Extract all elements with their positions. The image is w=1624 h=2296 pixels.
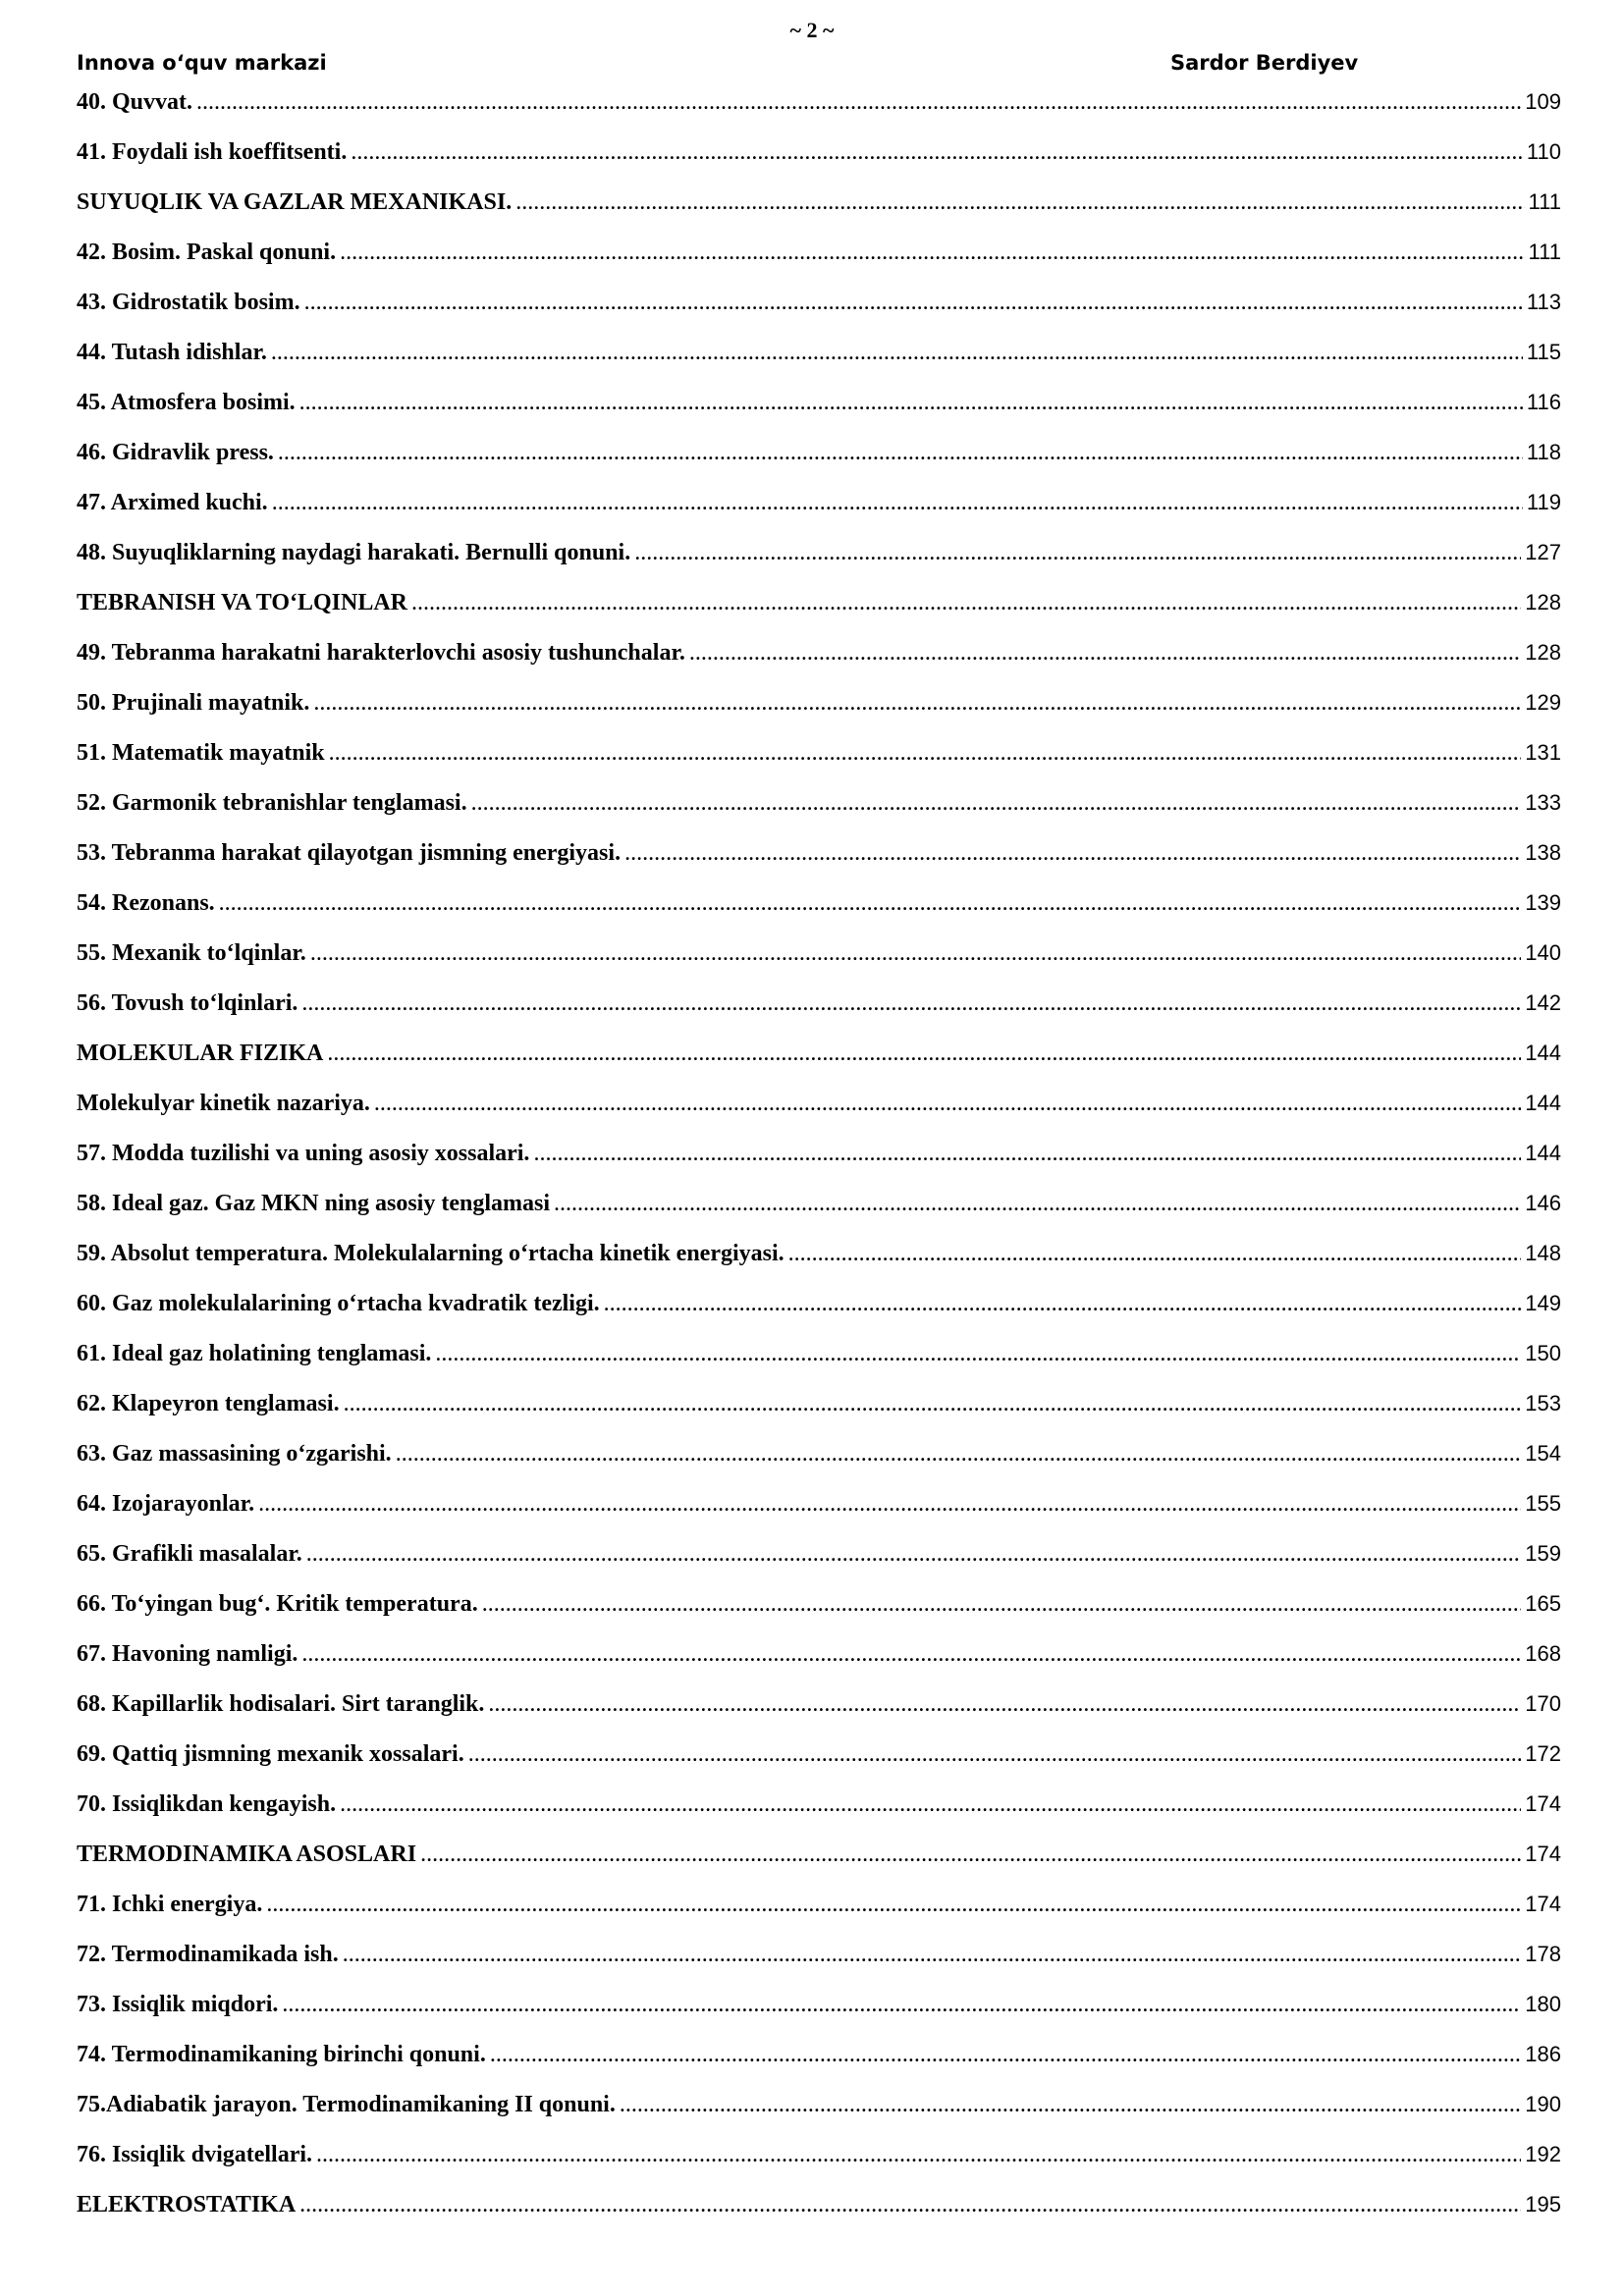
toc-dot-leader bbox=[313, 683, 1521, 722]
toc-entry-title: 62. Klapeyron tenglamasi. bbox=[77, 1391, 340, 1416]
toc-dot-leader bbox=[301, 984, 1521, 1023]
toc-entry-page: 146 bbox=[1525, 1191, 1561, 1215]
toc-entry[interactable] bbox=[77, 1134, 1561, 1184]
toc-entry[interactable] bbox=[77, 1184, 1561, 1234]
toc-entry-page: 168 bbox=[1525, 1641, 1561, 1666]
toc-entry[interactable] bbox=[77, 833, 1561, 883]
toc-dot-leader bbox=[299, 2185, 1521, 2224]
toc-entry-page: 113 bbox=[1526, 290, 1561, 314]
toc-entry-title: 47. Arximed kuchi. bbox=[77, 490, 268, 515]
toc-entry-title: 64. Izojarayonlar. bbox=[77, 1491, 255, 1517]
toc-entry[interactable] bbox=[77, 82, 1561, 133]
toc-entry[interactable] bbox=[77, 2035, 1561, 2085]
toc-entry-title: 61. Ideal gaz holatining tenglamasi. bbox=[77, 1341, 432, 1366]
toc-dot-leader bbox=[266, 1885, 1521, 1924]
toc-entry[interactable] bbox=[77, 934, 1561, 984]
toc-entry-page: 144 bbox=[1525, 1041, 1561, 1065]
toc-entry[interactable] bbox=[77, 2185, 1561, 2235]
toc-dot-leader bbox=[554, 1184, 1521, 1223]
toc-dot-leader bbox=[396, 1434, 1522, 1473]
toc-dot-leader bbox=[689, 633, 1521, 672]
toc-entry[interactable] bbox=[77, 1835, 1561, 1885]
toc-entry[interactable] bbox=[77, 733, 1561, 783]
toc-entry[interactable] bbox=[77, 383, 1561, 433]
toc-entry-title: 76. Issiqlik dvigatellari. bbox=[77, 2142, 313, 2167]
toc-entry[interactable] bbox=[77, 483, 1561, 533]
toc-dot-leader bbox=[258, 1484, 1521, 1523]
toc-entry-page: 142 bbox=[1525, 990, 1561, 1015]
toc-entry-page: 139 bbox=[1525, 890, 1561, 915]
toc-entry-title: 48. Suyuqliklarning naydagi harakati. Bernulli qonuni. bbox=[77, 540, 631, 565]
page-number: ~ 2 ~ bbox=[789, 18, 835, 42]
toc-entry-title: 63. Gaz massasining o‘zgarishi. bbox=[77, 1441, 392, 1467]
table-of-contents bbox=[77, 82, 1561, 2235]
toc-dot-leader bbox=[278, 433, 1523, 472]
toc-entry-title: 51. Matematik mayatnik bbox=[77, 740, 325, 766]
toc-dot-leader bbox=[271, 333, 1523, 372]
toc-dot-leader bbox=[490, 2035, 1521, 2074]
toc-dot-leader bbox=[351, 133, 1523, 172]
toc-entry[interactable] bbox=[77, 133, 1561, 183]
toc-entry[interactable] bbox=[77, 1785, 1561, 1835]
toc-entry-page: 111 bbox=[1528, 189, 1561, 214]
toc-dot-leader bbox=[327, 1034, 1521, 1073]
toc-entry[interactable] bbox=[77, 783, 1561, 833]
toc-dot-leader bbox=[343, 1935, 1522, 1974]
toc-entry-title: 41. Foydali ish koeffitsenti. bbox=[77, 139, 348, 165]
toc-entry[interactable] bbox=[77, 1334, 1561, 1384]
toc-dot-leader bbox=[488, 1684, 1521, 1724]
toc-entry[interactable] bbox=[77, 1084, 1561, 1134]
toc-dot-leader bbox=[420, 1835, 1521, 1874]
toc-entry-title: 66. To‘yingan bug‘. Kritik temperatura. bbox=[77, 1591, 478, 1617]
toc-entry-title: 59. Absolut temperatura. Molekulalarning o‘rtacha kinetik energiyasi. bbox=[77, 1241, 785, 1266]
toc-entry[interactable] bbox=[77, 883, 1561, 934]
toc-entry-title: 70. Issiqlikdan kengayish. bbox=[77, 1791, 337, 1817]
toc-entry-page: 144 bbox=[1525, 1141, 1561, 1165]
toc-entry[interactable] bbox=[77, 683, 1561, 733]
toc-dot-leader bbox=[624, 833, 1521, 873]
toc-dot-leader bbox=[620, 2085, 1521, 2124]
toc-dot-leader bbox=[329, 733, 1522, 773]
toc-entry[interactable] bbox=[77, 1484, 1561, 1534]
toc-dot-leader bbox=[374, 1084, 1521, 1123]
toc-entry-page: 149 bbox=[1525, 1291, 1561, 1315]
toc-dot-leader bbox=[515, 183, 1524, 222]
toc-entry-page: 180 bbox=[1525, 1992, 1561, 2016]
toc-entry-page: 159 bbox=[1525, 1541, 1561, 1566]
toc-entry-title: 57. Modda tuzilishi va uning asosiy xossalari. bbox=[77, 1141, 530, 1166]
toc-entry-page: 127 bbox=[1525, 540, 1561, 564]
toc-entry-title: 44. Tutash idishlar. bbox=[77, 340, 267, 365]
toc-entry-title: MOLEKULAR FIZIKA bbox=[77, 1041, 324, 1066]
toc-entry-page: 190 bbox=[1525, 2092, 1561, 2116]
toc-entry-title: 52. Garmonik tebranishlar tenglamasi. bbox=[77, 790, 467, 816]
toc-entry[interactable] bbox=[77, 1234, 1561, 1284]
toc-entry[interactable] bbox=[77, 1885, 1561, 1935]
toc-entry-title: Molekulyar kinetik nazariya. bbox=[77, 1091, 370, 1116]
toc-entry-title: 74. Termodinamikaning birinchi qonuni. bbox=[77, 2042, 486, 2067]
toc-entry-title: 56. Tovush to‘lqinlari. bbox=[77, 990, 298, 1016]
toc-entry-page: 165 bbox=[1525, 1591, 1561, 1616]
toc-entry-title: 53. Tebranma harakat qilayotgan jismning energiyasi. bbox=[77, 840, 622, 866]
toc-entry[interactable] bbox=[77, 533, 1561, 583]
toc-entry[interactable] bbox=[77, 183, 1561, 233]
toc-entry-title: 65. Grafikli masalalar. bbox=[77, 1541, 302, 1567]
toc-entry[interactable] bbox=[77, 984, 1561, 1034]
toc-dot-leader bbox=[533, 1134, 1521, 1173]
toc-dot-leader bbox=[604, 1284, 1522, 1323]
header-publisher: Innova o‘quv markazi bbox=[77, 51, 327, 75]
toc-entry-title: ELEKTROSTATIKA bbox=[77, 2192, 297, 2217]
toc-entry-title: TEBRANISH VA TO‘LQINLAR bbox=[77, 590, 408, 615]
toc-dot-leader bbox=[411, 583, 1521, 622]
toc-entry-page: 111 bbox=[1528, 240, 1561, 264]
toc-entry-title: 60. Gaz molekulalarining o‘rtacha kvadratik tezligi. bbox=[77, 1291, 600, 1316]
toc-entry-page: 128 bbox=[1525, 590, 1561, 614]
toc-entry-page: 154 bbox=[1525, 1441, 1561, 1466]
toc-entry-title: 49. Tebranma harakatni harakterlovchi asosiy tushunchalar. bbox=[77, 640, 685, 666]
toc-dot-leader bbox=[272, 483, 1523, 522]
toc-entry-page: 118 bbox=[1526, 440, 1561, 464]
toc-dot-leader bbox=[344, 1384, 1522, 1423]
toc-entry-page: 148 bbox=[1525, 1241, 1561, 1265]
toc-entry-title: 42. Bosim. Paskal qonuni. bbox=[77, 240, 337, 265]
toc-entry-page: 115 bbox=[1526, 340, 1561, 364]
toc-entry-title: 73. Issiqlik miqdori. bbox=[77, 1992, 279, 2017]
toc-entry-page: 133 bbox=[1525, 790, 1561, 815]
toc-dot-leader bbox=[316, 2135, 1521, 2174]
toc-entry[interactable] bbox=[77, 633, 1561, 683]
toc-entry-page: 109 bbox=[1525, 89, 1561, 114]
toc-entry-title: 58. Ideal gaz. Gaz MKN ning asosiy tenglamasi bbox=[77, 1191, 551, 1216]
toc-dot-leader bbox=[788, 1234, 1522, 1273]
toc-entry-page: 144 bbox=[1525, 1091, 1561, 1115]
toc-entry-title: SUYUQLIK VA GAZLAR MEXANIKASI. bbox=[77, 189, 513, 215]
toc-entry-title: 72. Termodinamikada ish. bbox=[77, 1942, 339, 1967]
toc-entry[interactable] bbox=[77, 583, 1561, 633]
toc-entry-page: 131 bbox=[1525, 740, 1561, 765]
toc-entry-page: 178 bbox=[1525, 1942, 1561, 1966]
toc-dot-leader bbox=[435, 1334, 1521, 1373]
toc-entry[interactable] bbox=[77, 233, 1561, 283]
toc-entry[interactable] bbox=[77, 1985, 1561, 2035]
toc-entry-page: 119 bbox=[1526, 490, 1561, 514]
toc-entry-page: 172 bbox=[1525, 1741, 1561, 1766]
toc-entry[interactable] bbox=[77, 1534, 1561, 1584]
toc-dot-leader bbox=[482, 1584, 1522, 1624]
toc-dot-leader bbox=[304, 283, 1523, 322]
toc-entry-page: 138 bbox=[1525, 840, 1561, 865]
toc-entry-title: 40. Quvvat. bbox=[77, 89, 193, 115]
toc-dot-leader bbox=[471, 783, 1522, 823]
toc-dot-leader bbox=[219, 883, 1522, 923]
toc-entry-page: 155 bbox=[1525, 1491, 1561, 1516]
toc-entry[interactable] bbox=[77, 2085, 1561, 2135]
toc-entry[interactable] bbox=[77, 1735, 1561, 1785]
toc-dot-leader bbox=[196, 82, 1521, 122]
toc-entry-page: 128 bbox=[1525, 640, 1561, 665]
toc-entry[interactable] bbox=[77, 433, 1561, 483]
toc-entry[interactable] bbox=[77, 1384, 1561, 1434]
toc-entry-title: 54. Rezonans. bbox=[77, 890, 215, 916]
toc-entry-title: 69. Qattiq jismning mexanik xossalari. bbox=[77, 1741, 464, 1767]
toc-dot-leader bbox=[340, 233, 1524, 272]
toc-entry-title: 68. Kapillarlik hodisalari. Sirt taranglik. bbox=[77, 1691, 485, 1717]
toc-entry-page: 110 bbox=[1526, 139, 1561, 164]
toc-entry-page: 140 bbox=[1525, 940, 1561, 965]
toc-entry[interactable] bbox=[77, 1935, 1561, 1985]
toc-entry-page: 192 bbox=[1525, 2142, 1561, 2166]
toc-entry-title: 75.Adiabatik jarayon. Termodinamikaning II qonuni. bbox=[77, 2092, 616, 2117]
toc-entry-title: 45. Atmosfera bosimi. bbox=[77, 390, 296, 415]
toc-entry[interactable] bbox=[77, 1684, 1561, 1735]
toc-entry-page: 129 bbox=[1525, 690, 1561, 715]
toc-entry[interactable] bbox=[77, 333, 1561, 383]
toc-dot-leader bbox=[282, 1985, 1521, 2024]
toc-dot-leader bbox=[468, 1735, 1522, 1774]
toc-dot-leader bbox=[310, 934, 1521, 973]
toc-entry-title: 43. Gidrostatik bosim. bbox=[77, 290, 300, 315]
header-author: Sardor Berdiyev bbox=[1170, 51, 1359, 75]
toc-entry-page: 186 bbox=[1525, 2042, 1561, 2066]
toc-entry-page: 174 bbox=[1525, 1892, 1561, 1916]
toc-dot-leader bbox=[306, 1534, 1522, 1574]
toc-entry[interactable] bbox=[77, 1584, 1561, 1634]
toc-entry-page: 153 bbox=[1525, 1391, 1561, 1415]
toc-entry[interactable] bbox=[77, 2135, 1561, 2185]
toc-entry[interactable] bbox=[77, 283, 1561, 333]
toc-dot-leader bbox=[299, 383, 1523, 422]
toc-entry-title: TERMODINAMIKA ASOSLARI bbox=[77, 1842, 417, 1867]
toc-entry-page: 150 bbox=[1525, 1341, 1561, 1365]
toc-entry-page: 174 bbox=[1525, 1842, 1561, 1866]
toc-entry-page: 170 bbox=[1525, 1691, 1561, 1716]
toc-dot-leader bbox=[301, 1634, 1521, 1674]
toc-entry-page: 116 bbox=[1526, 390, 1561, 414]
toc-entry-title: 71. Ichki energiya. bbox=[77, 1892, 263, 1917]
toc-entry-title: 67. Havoning namligi. bbox=[77, 1641, 298, 1667]
toc-entry[interactable] bbox=[77, 1634, 1561, 1684]
toc-dot-leader bbox=[340, 1785, 1521, 1824]
toc-entry[interactable] bbox=[77, 1284, 1561, 1334]
toc-dot-leader bbox=[634, 533, 1521, 572]
toc-entry[interactable] bbox=[77, 1034, 1561, 1084]
toc-entry-title: 55. Mexanik to‘lqinlar. bbox=[77, 940, 306, 966]
toc-entry-title: 50. Prujinali mayatnik. bbox=[77, 690, 310, 716]
toc-entry-page: 195 bbox=[1525, 2192, 1561, 2216]
toc-entry[interactable] bbox=[77, 1434, 1561, 1484]
toc-entry-page: 174 bbox=[1525, 1791, 1561, 1816]
toc-entry-title: 46. Gidravlik press. bbox=[77, 440, 274, 465]
